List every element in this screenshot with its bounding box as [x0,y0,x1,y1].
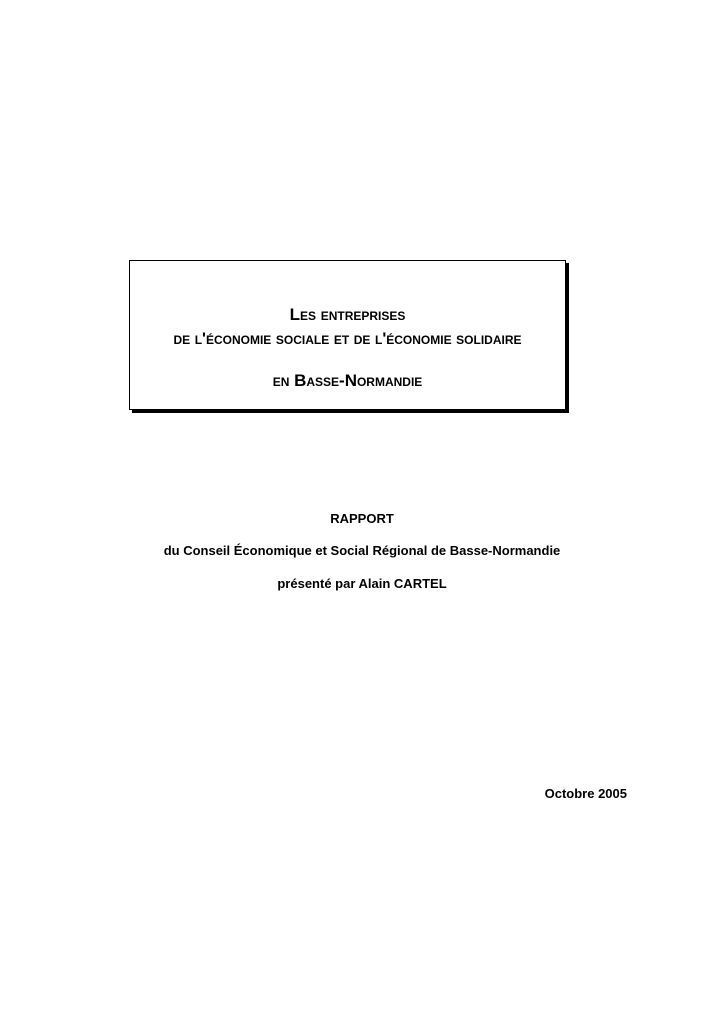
report-presenter: présenté par Alain CARTEL [277,576,447,591]
title-line-3: en Basse-Normandie [272,371,423,390]
title-line-2: de l'économie sociale et de l'économie solidaire [173,330,522,348]
report-council: du Conseil Économique et Social Régional de Basse-Normandie [163,543,561,558]
title-line-1: Les entreprises [289,305,406,324]
title-box [129,260,566,410]
report-label: RAPPORT [330,511,394,526]
report-date: Octobre 2005 [544,786,627,801]
